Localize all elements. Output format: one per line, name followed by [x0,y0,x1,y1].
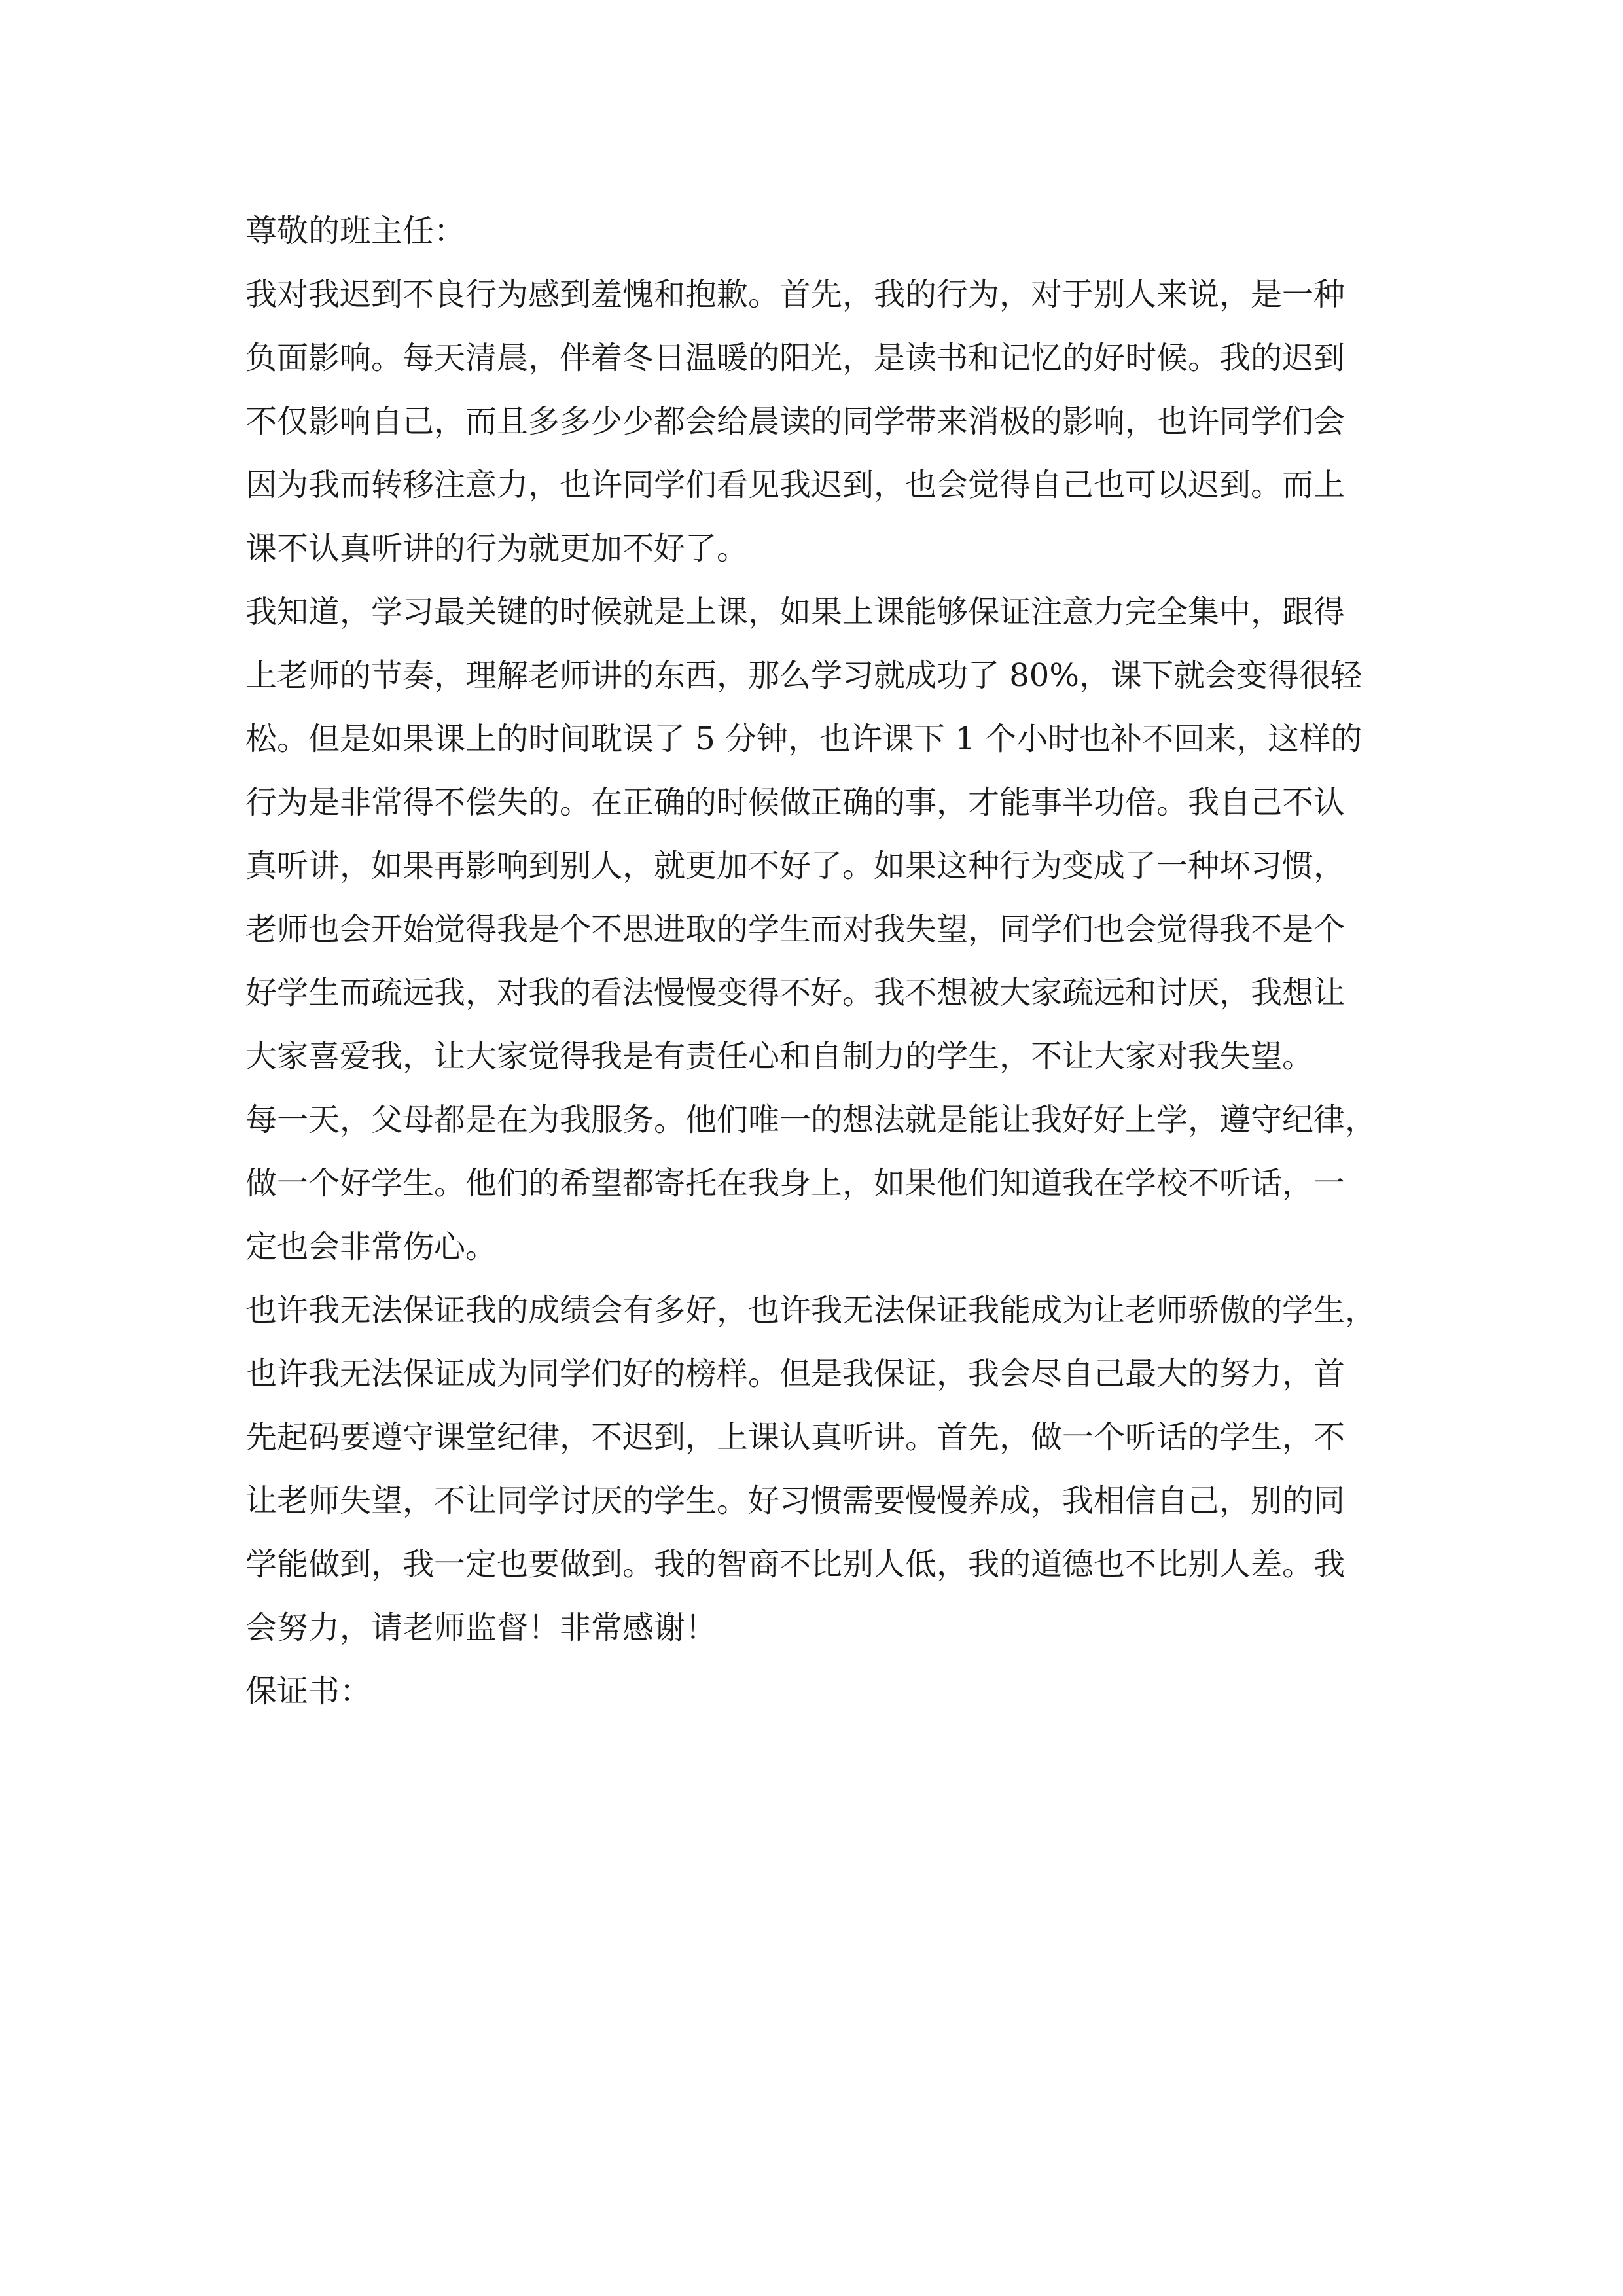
paragraph-1-line-5: 课不认真听讲的行为就更加不好了。 [245,530,749,567]
paragraph-2-line-8: 大家喜爱我，让大家觉得我是有责任心和自制力的学生，不让大家对我失望。 [245,1038,1314,1075]
paragraph-1-line-1: 我对我迟到不良行为感到羞愧和抱歉。首先，我的行为，对于别人来说，是一种 [245,276,1346,313]
paragraph-1-line-4: 因为我而转移注意力，也许同学们看见我迟到，也会觉得自己也可以迟到。而上 [245,467,1346,503]
paragraph-3-line-3: 定也会非常伤心。 [245,1229,497,1265]
paragraph-2-line-7: 好学生而疏远我，对我的看法慢慢变得不好。我不想被大家疏远和讨厌，我想让 [245,975,1346,1011]
paragraph-2-line-4: 行为是非常得不偿失的。在正确的时候做正确的事，才能事半功倍。我自己不认 [245,784,1346,821]
paragraph-3-line-2: 做一个好学生。他们的希望都寄托在我身上，如果他们知道我在学校不听话，一 [245,1165,1346,1202]
paragraph-2-line-5: 真听讲，如果再影响到别人，就更加不好了。如果这种行为变成了一种坏习惯， [245,848,1346,884]
paragraph-4-line-3: 先起码要遵守课堂纪律，不迟到，上课认真听讲。首先，做一个听话的学生，不 [245,1419,1346,1456]
paragraph-4-line-4: 让老师失望，不让同学讨厌的学生。好习惯需要慢慢养成，我相信自己，别的同 [245,1482,1346,1519]
paragraph-4-line-1: 也许我无法保证我的成绩会有多好，也许我无法保证我能成为让老师骄傲的学生， [245,1292,1377,1329]
paragraph-2-line-2: 上老师的节奏，理解老师讲的东西，那么学习就成功了 80%，课下就会变得很轻 [245,657,1362,694]
paragraph-2-line-6: 老师也会开始觉得我是个不思进取的学生而对我失望，同学们也会觉得我不是个 [245,911,1346,948]
paragraph-1-line-3: 不仅影响自己，而且多多少少都会给晨读的同学带来消极的影响，也许同学们会 [245,403,1346,440]
letter-body [245,200,1381,1723]
paragraph-1-line-2: 负面影响。每天清晨，伴着冬日温暖的阳光，是读书和记忆的好时候。我的迟到 [245,340,1346,376]
paragraph-3-line-1: 每一天，父母都是在为我服务。他们唯一的想法就是能让我好好上学，遵守纪律， [245,1102,1377,1138]
paragraph-4-line-2: 也许我无法保证成为同学们好的榜样。但是我保证，我会尽自己最大的努力，首 [245,1355,1346,1392]
salutation: 尊敬的班主任： [245,213,466,249]
closing-heading: 保证书： [245,1673,372,1710]
paragraph-4-line-6: 会努力，请老师监督！非常感谢！ [245,1609,717,1646]
paragraph-2-line-3: 松。但是如果课上的时间耽误了 5 分钟，也许课下 1 个小时也补不回来，这样的 [245,721,1363,757]
paragraph-2-line-1: 我知道，学习最关键的时候就是上课，如果上课能够保证注意力完全集中，跟得 [245,594,1346,630]
paragraph-4-line-5: 学能做到，我一定也要做到。我的智商不比别人低，我的道德也不比别人差。我 [245,1546,1346,1583]
